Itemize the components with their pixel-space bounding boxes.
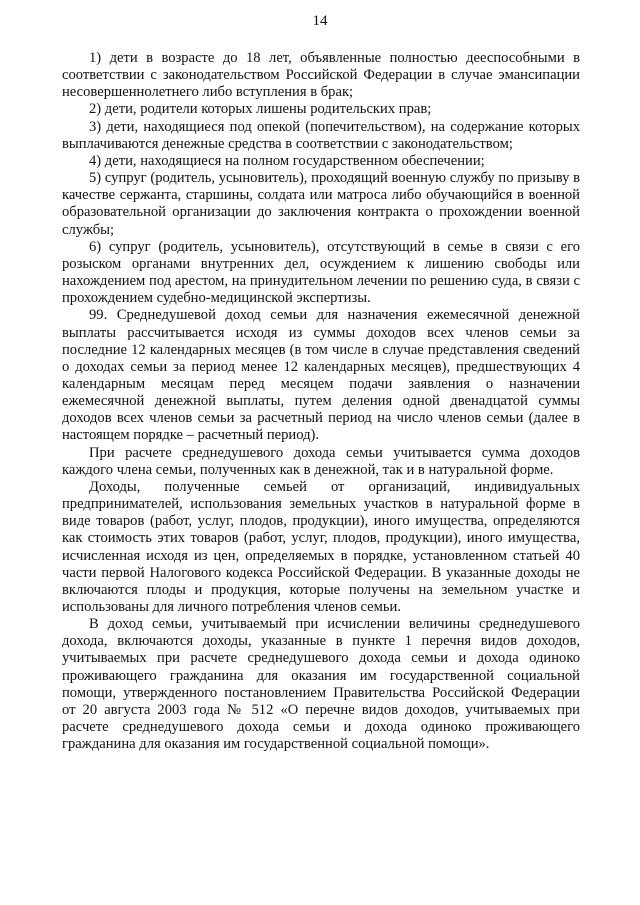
paragraph-income-calculation: При расчете среднедушевого дохода семьи учитывается сумма доходов каждого члена семьи, полученных как в денежной, так и в натуральной форме.: [62, 444, 580, 478]
paragraph-item-2: 2) дети, родители которых лишены родительских прав;: [89, 101, 432, 118]
document-body: [62, 50, 580, 753]
paragraph-family-income: В доход семьи, учитываемый при исчислении величины среднедушевого дохода, включаются доходы, указанные в пункте 1 перечня видов доходов, учитываемых при расчете среднедушевого дохода семьи и дохода одиноко проживающего гражданина для оказания им государственной социальной помощи, утвержденного постановлением Правительства Российской Федерации от 20 августа 2003 года № 512 «О перечне видов доходов, учитываемых при расчете среднедушевого дохода семьи и дохода одиноко проживающего гражданина для оказания им государственной социальной помощи».: [62, 616, 580, 753]
paragraph-item-1: 1) дети в возрасте до 18 лет, объявленные полностью дееспособными в соответствии с законодательством Российской Федерации в случае эмансипации несовершеннолетнего либо вступления в брак;: [62, 50, 580, 101]
paragraph-item-3: 3) дети, находящиеся под опекой (попечительством), на содержание которых выплачиваются денежные средства в соответствии с законодательством;: [62, 118, 580, 152]
page-number: 14: [312, 13, 328, 29]
paragraph-item-6: 6) супруг (родитель, усыновитель), отсутствующий в семье в связи с его розыском органами внутренних дел, осуждением к лишению свободы или нахождением под арестом, на принудительном лечении по решению суда, в связи с прохождением судебно-медицинской экспертизы.: [62, 238, 580, 307]
paragraph-section-99: 99. Среднедушевой доход семьи для назначения ежемесячной денежной выплаты рассчитывается исходя из суммы доходов всех членов семьи за последние 12 календарных месяцев (в том числе в случае представления сведений о доходах семьи за период менее 12 календарных месяцев), предшествующих 4 календарным месяцам перед месяцем подачи заявления о назначении ежемесячной денежной выплаты, путем деления одной двенадцатой суммы доходов всех членов семьи за расчетный период на число членов семьи (далее в настоящем порядке – расчетный период).: [62, 307, 580, 444]
paragraph-item-5: 5) супруг (родитель, усыновитель), проходящий военную службу по призыву в качестве сержанта, старшины, солдата или матроса либо обучающийся в военной образовательной организации до заключения контракта о прохождении военной службы;: [62, 170, 580, 238]
paragraph-income-sources: Доходы, полученные семьей от организаций, индивидуальных предпринимателей, использования земельных участков в натуральной форме в виде товаров (работ, услуг, плодов, продукции), иного имущества, определяются как стоимость этих товаров (работ, услуг, плодов, продукции), иного имущества, исчисленная исходя из цен, определяемых в порядке, установленном статьей 40 части первой Налогового кодекса Российской Федерации. В указанные доходы не включаются плоды и продукция, которые получены на земельном участке и использованы для личного потребления членов семьи.: [62, 478, 580, 615]
paragraph-item-4: 4) дети, находящиеся на полном государственном обеспечении;: [89, 152, 485, 169]
